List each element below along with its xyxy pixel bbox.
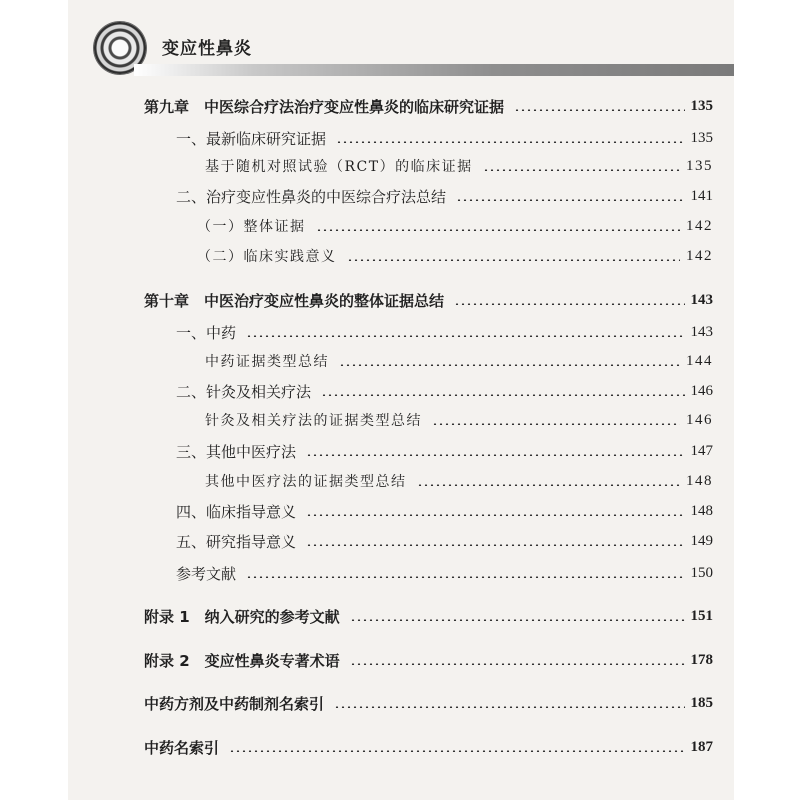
toc-entry[interactable] xyxy=(176,184,713,208)
toc-entry[interactable] xyxy=(176,126,713,150)
running-head-title: 变应性鼻炎 xyxy=(162,39,252,59)
toc-entry-herb-index[interactable] xyxy=(144,735,713,759)
toc-entry[interactable] xyxy=(176,379,713,403)
toc-entry[interactable] xyxy=(176,439,713,463)
leader-dots xyxy=(336,141,684,143)
leader-dots xyxy=(316,229,681,231)
toc-entry-label: 附录 1 纳入研究的参考文献 xyxy=(144,607,340,626)
leader-dots xyxy=(514,109,684,111)
toc-entry-page: 141 xyxy=(690,187,713,204)
header-rule xyxy=(134,64,734,76)
toc-entry-chapter-10[interactable] xyxy=(144,288,713,312)
toc-entry-page: 142 xyxy=(686,247,713,264)
toc-entry-appendix-2[interactable] xyxy=(144,648,713,672)
toc-entry-page: 144 xyxy=(686,352,713,369)
toc-entry[interactable] xyxy=(176,320,713,344)
leader-dots xyxy=(454,303,684,305)
leader-dots xyxy=(306,544,684,546)
toc-entry-chapter-9[interactable] xyxy=(144,94,713,118)
toc-entry-page: 146 xyxy=(686,411,713,428)
toc-entry-label: 四、临床指导意义 xyxy=(176,502,297,521)
leader-dots xyxy=(456,199,684,201)
toc-entry-page: 147 xyxy=(690,442,713,459)
toc-entry-label: 针灸及相关疗法的证据类型总结 xyxy=(205,413,422,429)
leader-dots xyxy=(246,335,684,337)
leader-dots xyxy=(432,423,680,425)
toc-entry-page: 149 xyxy=(690,532,713,549)
leader-dots xyxy=(350,619,685,621)
toc-entry-label: 一、最新临床研究证据 xyxy=(176,129,327,148)
toc-entry[interactable] xyxy=(176,529,713,553)
toc-entry-label: 其他中医疗法的证据类型总结 xyxy=(205,474,407,490)
toc-entry-page: 135 xyxy=(686,157,713,174)
toc-entry-page: 185 xyxy=(690,694,713,711)
toc-entry-label: 中药名索引 xyxy=(144,738,220,757)
leader-dots xyxy=(347,259,681,261)
toc-entry-label: 中药证据类型总结 xyxy=(205,354,329,370)
toc-entry[interactable] xyxy=(197,244,713,268)
toc-entry[interactable] xyxy=(205,408,713,432)
leader-dots xyxy=(483,169,680,171)
toc-entry-label: 三、其他中医疗法 xyxy=(176,442,297,461)
toc-entry[interactable] xyxy=(205,469,713,493)
toc-entry-label: 二、针灸及相关疗法 xyxy=(176,382,312,401)
toc-entry-label: （一）整体证据 xyxy=(197,219,306,235)
toc-entry-page: 187 xyxy=(690,738,713,755)
toc-entry-label: 二、治疗变应性鼻炎的中医综合疗法总结 xyxy=(176,187,447,206)
toc-entry-label: 中药方剂及中药制剂名索引 xyxy=(144,694,325,713)
toc-entry-label: 基于随机对照试验（RCT）的临床证据 xyxy=(205,159,473,175)
leader-dots xyxy=(306,514,684,516)
leader-dots xyxy=(417,484,681,486)
toc-entry-label: 附录 2 变应性鼻炎专著术语 xyxy=(144,651,340,670)
leader-dots xyxy=(321,394,684,396)
toc-entry-appendix-1[interactable] xyxy=(144,604,713,628)
toc-entry-page: 150 xyxy=(690,564,713,581)
toc-entry-page: 135 xyxy=(690,129,713,146)
toc-entry-label: 第九章 中医综合疗法治疗变应性鼻炎的临床研究证据 xyxy=(144,97,505,116)
leader-dots xyxy=(306,454,684,456)
toc-entry-label: 参考文献 xyxy=(176,564,237,583)
toc-entry-formula-index[interactable] xyxy=(144,691,713,715)
toc-entry-page: 151 xyxy=(690,607,713,624)
toc-entry-label: 五、研究指导意义 xyxy=(176,532,297,551)
toc-entry[interactable] xyxy=(176,499,713,523)
toc-entry[interactable] xyxy=(205,349,713,373)
toc-entry-page: 143 xyxy=(690,323,713,340)
toc-entry-page: 146 xyxy=(690,382,713,399)
toc-entry[interactable] xyxy=(176,561,713,585)
leader-dots xyxy=(334,706,684,708)
leader-dots xyxy=(339,364,680,366)
toc-entry-label: 一、中药 xyxy=(176,323,237,342)
toc-entry-label: 第十章 中医治疗变应性鼻炎的整体证据总结 xyxy=(144,291,445,310)
toc-entry[interactable] xyxy=(205,154,713,178)
toc-entry-page: 148 xyxy=(690,502,713,519)
leader-dots xyxy=(246,576,684,578)
toc-entry-page: 142 xyxy=(686,217,713,234)
toc-entry[interactable] xyxy=(197,214,713,238)
toc-entry-page: 143 xyxy=(690,291,713,308)
leader-dots xyxy=(229,750,684,752)
toc-entry-label: （二）临床实践意义 xyxy=(197,249,337,265)
leader-dots xyxy=(350,663,685,665)
toc-entry-page: 178 xyxy=(690,651,713,668)
toc-entry-page: 148 xyxy=(686,472,713,489)
toc-entry-page: 135 xyxy=(690,97,713,114)
